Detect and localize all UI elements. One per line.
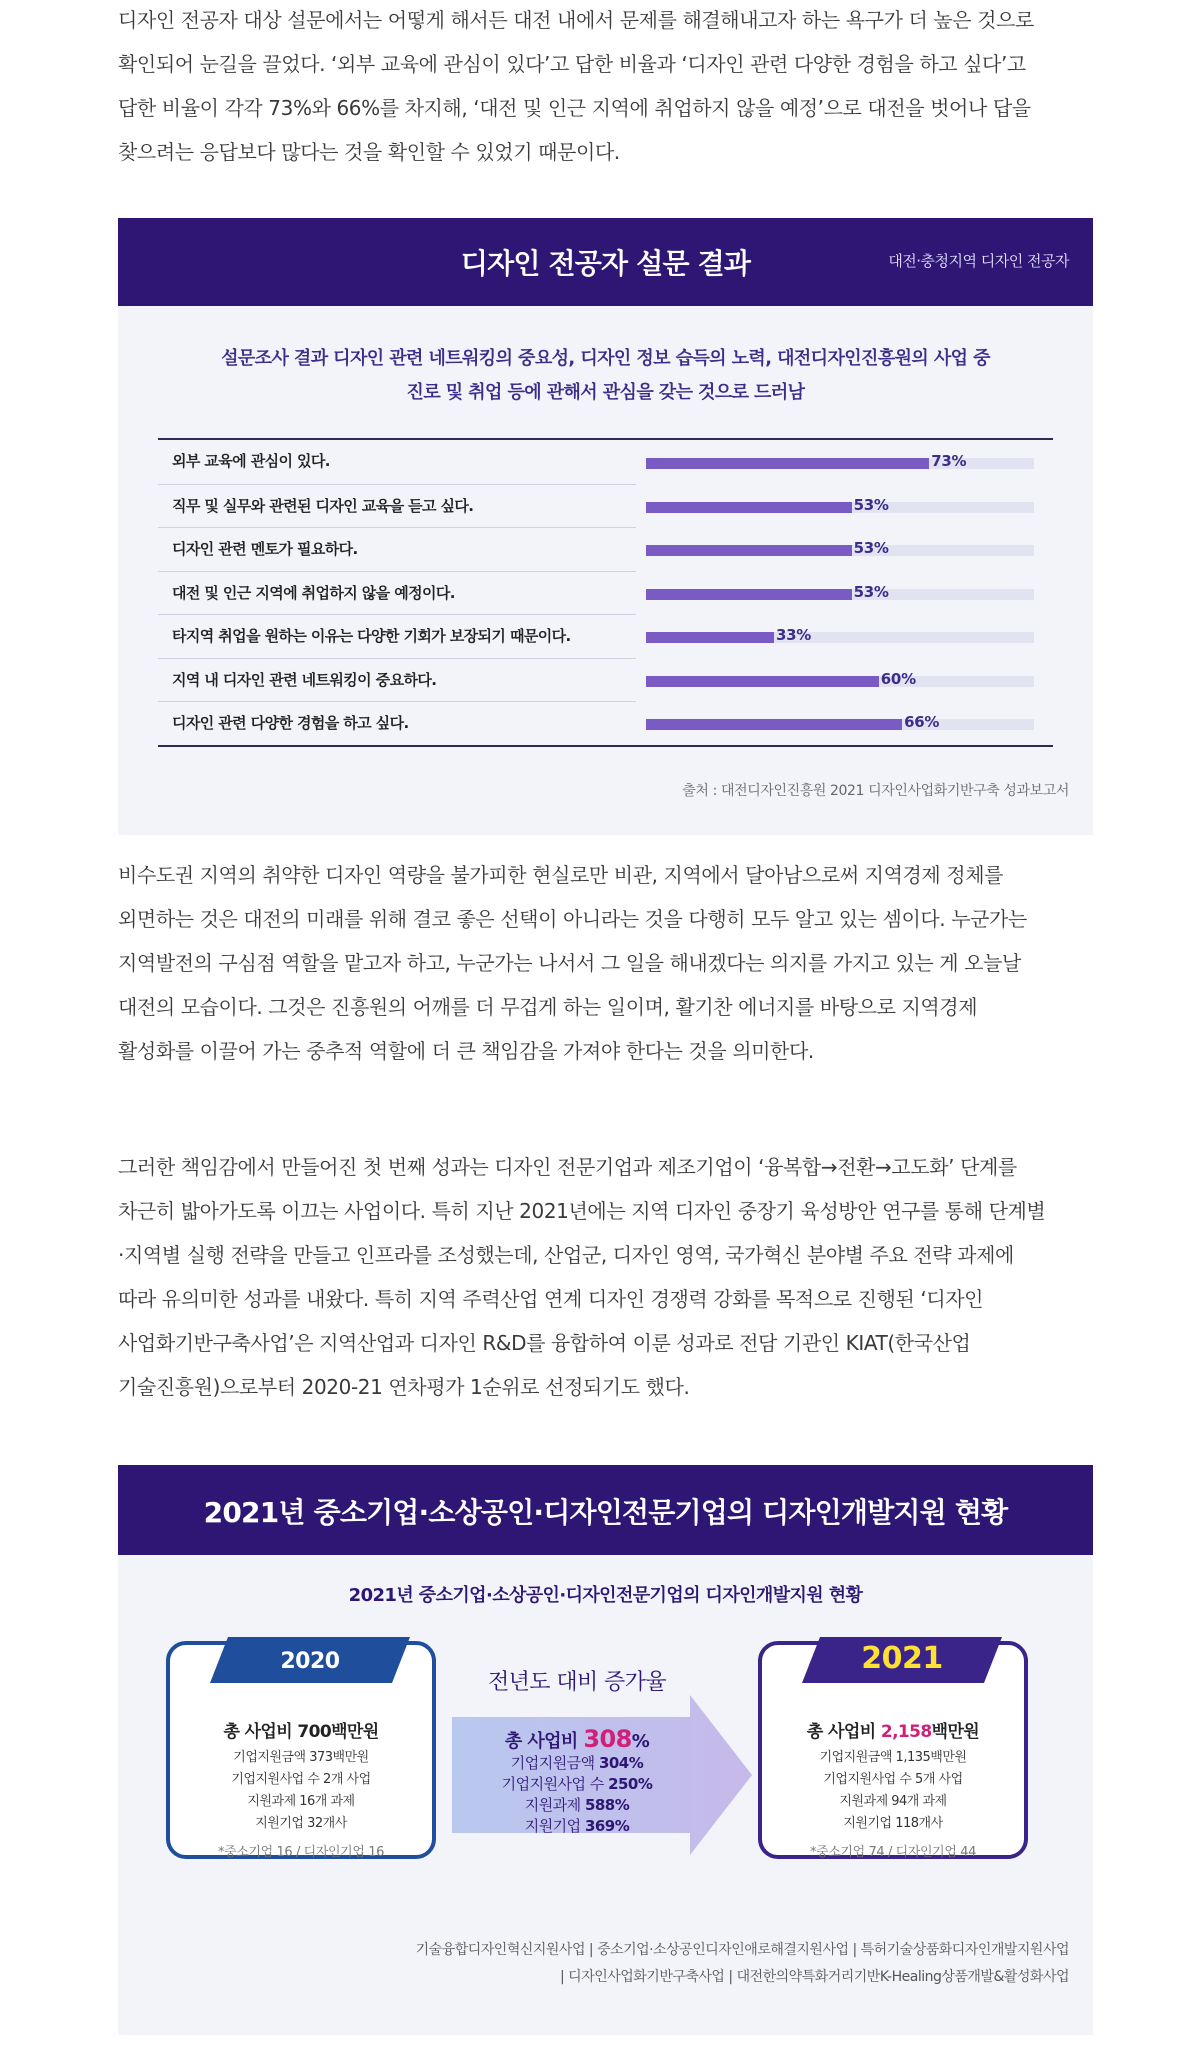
- year-tab: [802, 1637, 1002, 1683]
- text-line: 사업화기반구축사업’은 지역산업과 디자인 R&D를 융합하여 이룬 성과로 전담 기관인 KIAT(한국산업: [118, 1331, 971, 1355]
- text-line: 대전의 모습이다. 그것은 진흥원의 어깨를 더 무겁게 하는 일이며, 활기찬 에너지를 바탕으로 지역경제: [118, 995, 978, 1019]
- card-subtitle: [158, 342, 1053, 410]
- total-budget-unit: 백만원: [331, 1722, 379, 1742]
- year-label: 2021: [861, 1641, 943, 1676]
- stat-line: 지원과제 16개 과제: [247, 1794, 355, 1809]
- survey-row: [158, 614, 1053, 658]
- stat-line: 지원과제 94개 과제: [839, 1794, 947, 1809]
- survey-row: [158, 440, 1053, 484]
- bar-value-label: 53%: [853, 539, 889, 557]
- subtitle-line: 진로 및 취업 등에 관해서 관심을 갖는 것으로 드러남: [406, 382, 805, 403]
- text-line: 찾으려는 응답보다 많다는 것을 확인할 수 있었기 때문이다.: [118, 140, 620, 164]
- year-label: 2020: [280, 1649, 340, 1674]
- bar-value-label: 53%: [853, 495, 889, 514]
- stat-line: 지원기업 32개사: [255, 1816, 347, 1831]
- card-header: [118, 218, 1093, 306]
- total-budget-unit: 백만원: [931, 1722, 980, 1742]
- bar: [646, 545, 852, 556]
- survey-row: [158, 527, 1053, 571]
- survey-item-label: 디자인 관련 멘토가 필요하다.: [158, 527, 636, 571]
- text-line: 활성화를 이끌어 가는 중추적 역할에 더 큰 책임감을 가져야 한다는 것을 의미한다.: [118, 1039, 814, 1063]
- bar-track: [646, 458, 1034, 469]
- company-note: *중소기업 16 / 디자인기업 16: [218, 1845, 384, 1860]
- text-line: 지역발전의 구심점 역할을 맡고자 하고, 누군가는 나서서 그 일을 해내겠다는 의지를 가지고 있는 게 오늘날: [118, 951, 1021, 975]
- increase-total-value: 308: [583, 1725, 632, 1753]
- total-budget-value: 700: [297, 1722, 332, 1742]
- increase-total-unit: %: [631, 1731, 650, 1752]
- increase-total-prefix: 총 사업비: [504, 1731, 584, 1752]
- stat-line: 기업지원금액 1,135백만원: [819, 1750, 967, 1765]
- bar-track: [646, 676, 1034, 687]
- survey-item-label: 디자인 관련 다양한 경험을 하고 싶다.: [158, 701, 636, 745]
- text-line: 따라 유의미한 성과를 내왔다. 특히 지역 주력산업 연계 디자인 경쟁력 강화를 목적으로 진행된 ‘디자인: [118, 1287, 984, 1311]
- text-line: 차근히 밟아가도록 이끄는 사업이다. 특히 지난 2021년에는 지역 디자인 중장기 육성방안 연구를 통해 단계별: [118, 1199, 1046, 1223]
- card-header: [118, 1465, 1093, 1555]
- bar: [646, 502, 852, 513]
- survey-item-label: 직무 및 실무와 관련된 디자인 교육을 듣고 싶다.: [158, 484, 636, 528]
- increase-total: [452, 1725, 702, 1753]
- bar-value-label: 53%: [853, 582, 889, 601]
- increase-line: [452, 1816, 702, 1837]
- text-line: 답한 비율이 각각 73%와 66%를 차지해, ‘대전 및 인근 지역에 취업하지 않을 예정’으로 대전을 벗어나 답을: [118, 96, 1031, 120]
- increase-line-label: 지원기업: [524, 1817, 585, 1835]
- bar-track: [646, 545, 1034, 556]
- bar-track: [646, 589, 1034, 600]
- card-title: 2021년 중소기업·소상공인·디자인전문기업의 디자인개발지원 현황: [203, 1496, 1008, 1529]
- increase-line-label: 기업지원사업 수: [501, 1775, 609, 1793]
- bar-value-label: 33%: [776, 626, 812, 644]
- year-2021-box: [758, 1641, 1028, 1859]
- survey-row: [158, 658, 1053, 702]
- increase-line-label: 기업지원금액: [510, 1754, 599, 1772]
- bar: [646, 458, 929, 469]
- text-line: 디자인 전공자 대상 설문에서는 어떻게 해서든 대전 내에서 문제를 해결해내고자 하는 욕구가 더 높은 것으로: [118, 8, 1034, 32]
- stat-line: 지원기업 118개사: [843, 1816, 943, 1831]
- bar-track: [646, 719, 1034, 730]
- text-line: 기술진흥원)으로부터 2020-21 연차평가 1순위로 선정되기도 했다.: [118, 1375, 690, 1399]
- survey-row: [158, 701, 1053, 745]
- bar-track: [646, 502, 1034, 513]
- body-paragraph-1: [118, 853, 1093, 1073]
- bar-value-label: 66%: [904, 713, 940, 731]
- text-line: 확인되어 눈길을 끌었다. ‘외부 교육에 관심이 있다’고 답한 비율과 ‘디자인 관련 다양한 경험을 하고 싶다’고: [118, 52, 1026, 76]
- increase-line-value: 304%: [598, 1754, 644, 1772]
- survey-item-label: 외부 교육에 관심이 있다.: [172, 452, 330, 470]
- increase-title: 전년도 대비 증가율: [487, 1670, 666, 1695]
- increase-line: [452, 1774, 702, 1795]
- increase-line: [452, 1795, 702, 1816]
- total-budget-prefix: 총 사업비: [223, 1722, 298, 1742]
- survey-bar-chart: [158, 438, 1053, 747]
- subtitle-line: 설문조사 결과 디자인 관련 네트워킹의 중요성, 디자인 정보 습득의 노력, 대전디자인진흥원의 사업 중: [221, 348, 990, 369]
- survey-results-card: [118, 218, 1093, 835]
- survey-item-label: 대전 및 인근 지역에 취업하지 않을 예정이다.: [158, 571, 636, 615]
- card-subtitle: 2021년 중소기업·소상공인·디자인전문기업의 디자인개발지원 현황: [348, 1585, 863, 1606]
- total-budget-prefix: 총 사업비: [806, 1722, 881, 1742]
- text-line: 그러한 책임감에서 만들어진 첫 번째 성과는 디자인 전문기업과 제조기업이 ‘융복합→전환→고도화’ 단계를: [118, 1155, 1017, 1179]
- intro-paragraph: [118, 0, 1093, 174]
- total-budget-value: 2,158: [880, 1722, 932, 1742]
- bar: [646, 676, 879, 687]
- stats-list: [170, 1747, 432, 1835]
- text-line: 외면하는 것은 대전의 미래를 위해 결코 좋은 선택이 아니라는 것을 다행히 모두 알고 있는 셈이다. 누군가는: [118, 907, 1027, 931]
- increase-line-value: 250%: [608, 1775, 653, 1793]
- bar: [646, 632, 774, 643]
- stat-line: 기업지원금액 373백만원: [233, 1750, 369, 1765]
- card-tag: 대전·충청지역 디자인 전공자: [888, 252, 1069, 270]
- bar: [646, 719, 902, 730]
- increase-line-label: 지원과제: [524, 1796, 585, 1814]
- design-support-card: [118, 1465, 1093, 2035]
- text-line: 비수도권 지역의 취약한 디자인 역량을 불가피한 현실로만 비관, 지역에서 달아남으로써 지역경제 정체를: [118, 863, 1004, 887]
- increase-line: [452, 1753, 702, 1774]
- increase-line-value: 369%: [584, 1817, 630, 1835]
- survey-row: [158, 571, 1053, 615]
- bar: [646, 589, 852, 600]
- increase-stats: [452, 1725, 702, 1837]
- body-paragraph-2: [118, 1145, 1093, 1409]
- bar-track: [646, 632, 1034, 643]
- survey-item-label: 지역 내 디자인 관련 네트워킹이 중요하다.: [158, 658, 636, 702]
- stat-line: 기업지원사업 수 2개 사업: [231, 1772, 371, 1787]
- year-2020-box: [166, 1641, 436, 1859]
- total-budget: [170, 1717, 432, 1742]
- increase-line-value: 588%: [584, 1796, 630, 1814]
- stat-line: 기업지원사업 수 5개 사업: [823, 1772, 963, 1787]
- program-line: | 디자인사업화기반구축사업 | 대전한의약특화거리기반K-Healing상품개발&활성화사업: [560, 1969, 1069, 1985]
- text-line: ·지역별 실행 전략을 만들고 인프라를 조성했는데, 산업군, 디자인 영역, 국가혁신 분야별 주요 전략 과제에: [118, 1243, 1014, 1267]
- bar-value-label: 60%: [880, 669, 916, 688]
- company-note: *중소기업 74 / 디자인기업 44: [810, 1845, 976, 1860]
- source-note: 출처 : 대전디자인진흥원 2021 디자인사업화기반구축 성과보고서: [682, 783, 1069, 799]
- survey-row: [158, 484, 1053, 528]
- survey-item-label: 타지역 취업을 원하는 이유는 다양한 기회가 보장되기 때문이다.: [158, 614, 636, 658]
- stats-list: [762, 1747, 1024, 1835]
- program-line: 기술융합디자인혁신지원사업 | 중소기업·소상공인디자인애로해결지원사업 | 특허기술상품화디자인개발지원사업: [415, 1942, 1069, 1958]
- year-tab: [210, 1637, 410, 1683]
- program-list: [416, 1937, 1069, 1991]
- card-title: 디자인 전공자 설문 결과: [460, 247, 751, 280]
- bar-value-label: 73%: [931, 452, 967, 470]
- total-budget: [762, 1717, 1024, 1742]
